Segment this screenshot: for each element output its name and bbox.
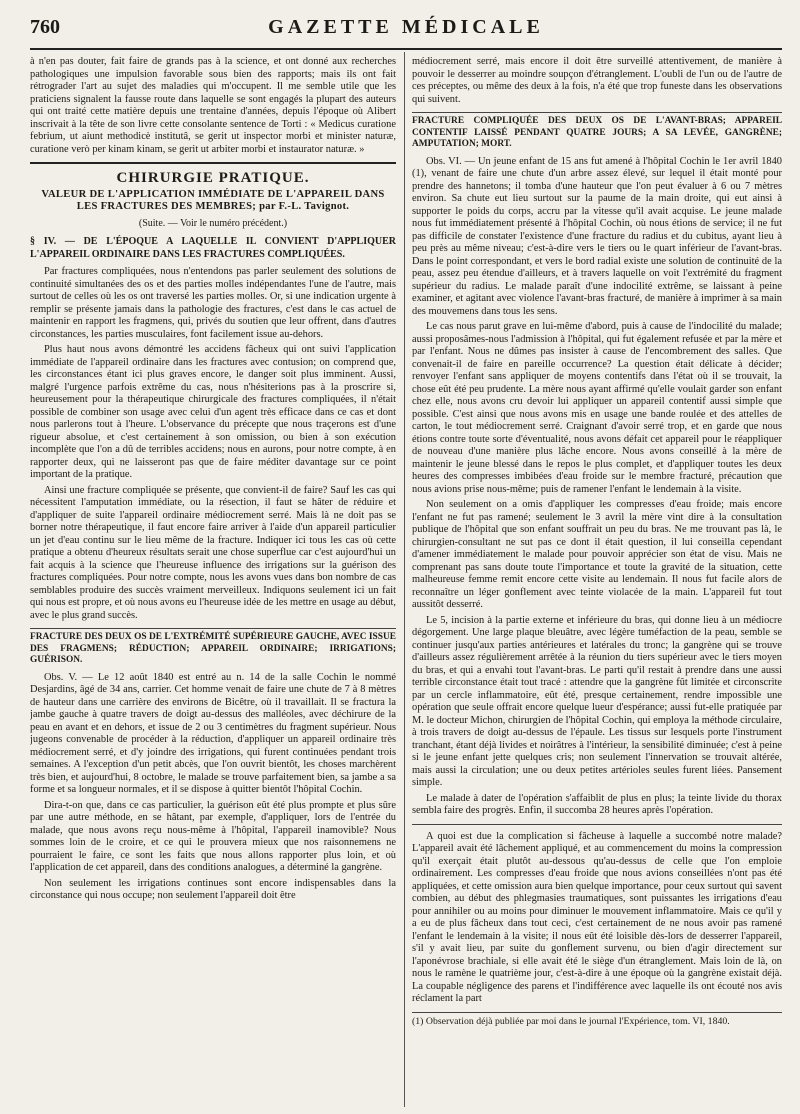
body-paragraph: Le malade à dater de l'opération s'affaiblit de plus en plus; la teinte livide du thorax sembla faire des progrès. Enfin, il succomba 28 heures après l'opération. — [412, 792, 782, 816]
body-paragraph: Ainsi une fracture compliquée se présente, que convient-il de faire? Sauf les cas qui nécessitent l'amputation immédiate, ou la résection, il faut se hâter de réduire et d'appliquer de suite l'appareil ordinaire médiocrement serré. Mais là ne doit pas se borner notre thérapeutique, il faut encore faire arriver à l'aide d'un appareil particulier un jet d'eau continu sur le lieu même de la fracture. Indiquer ici tous les cas où cette pratique a obtenu d'heureux résultats serait une chose superflue car c'est aujourd'hui un fait acquis à la science que l'heureuse influence des irrigations sur la guérison des fractures compliquées. Pour notre compte, nous les avons vues dans bon nombre de cas semblables produire des succès vraiment merveilleux. Indiquons seulement ici un fait qui nous est propre, et où nous avons eu l'heureuse idée de les mettre en usage au début, avec le plus grand succès. — [30, 484, 396, 621]
body-paragraph: A quoi est due la complication si fâcheuse à laquelle a succombé notre malade? L'appareil avait été lâchement appliqué, et au commencement du moins la compression qu'il exerçait était plutôt au-dessous qu'au-dessus de celle que l'on emploie ordinairement. Les compresses d'eau froide que nous avions conseillées n'ont pas été appliquées, et cette omission aura bien quelque importance, pour ceux surtout qui savent combien, au début des phlegmasies traumatiques, sont puissantes les irrigations d'eau pour annihiler ou au moins pour diminuer le mouvement inflammatoire. Mais ce qu'il y a eu de plus fâcheux dans tout ceci, c'est certainement de ne nous avoir pas ramené l'enfant le lendemain à la visite; il nous eût été loisible dès-lors de desserrer l'appareil, s'il y avait lieu, par suite du gonflement survenu, ou bien d'agir directement sur l'aponévrose brachiale, si elle avait été le siège d'un étranglement. Mais loin de là, on nous le ramène le quatrième jour, c'est-à-dire à une époque où la gangrène existait déjà. La coupable négligence des parens et l'indifférence avec laquelle ils ont écouté nos avis réclament la part — [412, 830, 782, 1004]
section-title: CHIRURGIE PRATIQUE. — [30, 162, 396, 185]
page-number: 760 — [30, 16, 60, 38]
page-header — [30, 14, 782, 44]
footnote: (1) Observation déjà publiée par moi dans le journal l'Expérience, tom. VI, 1840. — [412, 1012, 782, 1028]
journal-title: GAZETTE MÉDICALE — [268, 16, 544, 38]
body-paragraph: Par fractures compliquées, nous n'entendons pas parler seulement des solutions de continuité simultanées des os et des parties molles indépendantes l'une de l'autre, mais surtout de celles où les os ont traversé les parties molles. Or, si une indication urgente à remplir se présente jamais dans la pathologie des fractures, c'est dans le cas actuel de maintenir en rapport les fragmens, qui, privés du soutien que leur offrent, dans d'autres circonstances, les parties musculaires, font facilement issue au-dehors. — [30, 266, 396, 340]
continued-paragraph: médiocrement serré, mais encore il doit être surveillé attentivement, de manière à pouvoir le desserrer au moindre soupçon d'étranglement. L'oubli de l'un ou de l'autre de ces préceptes, ou même des deux à la fois, n'a été que trop funeste dans les observations qui suivent. — [412, 56, 782, 105]
column-divider — [404, 52, 405, 1107]
observation-paragraph: Obs. VI. — Un jeune enfant de 15 ans fut amené à l'hôpital Cochin le 1er avril 1840 (1), venant de faire une chute d'un arbre assez élevé, sur lequel il était monté pour prendre des hannetons; il tomba d'une hauteur que l'on peut évaluer à 6 ou 7 mètres environ. Sa chute eut lieu surtout sur la paume de la main droite, qui eut ainsi à supporter le poids du corps, accru par la vitesse qu'il avait acquise. Le jeune malade nous fut immédiatement présenté à l'hôpital Cochin, où nous étions de service; il ne fut pas difficile de constater l'existence d'une fracture du radius et du cubitus, ayant lieu à peu près au même niveau; c'est-à-dire vers le tiers ou le quart inférieur de l'avant-bras. Dans le point correspondant, et vers le bord radial existe une solution de continuité de la peau, assez peu étendue d'ailleurs, et à travers laquelle on voit l'extrémité du fragment supérieur du radius. Le malade paraît d'une indocilité extrême, se laissant à peine examiner, et agitant avec violence l'avant-bras fracturé, de manière à imprimer à sa main des mouvemens dans tous les sens. — [412, 155, 782, 317]
body-paragraph: Dira-t-on que, dans ce cas particulier, la guérison eût été plus prompte et plus sûre par une autre méthode, en se hâtant, par exemple, d'appliquer, lors de l'entrée du malade, que nous avons reçu nous-même à l'hôpital, l'appareil inamovible? Nous sommes loin de le croire, et ce qui le prouvera mieux que nos raisonnemens ne pourraient le faire, ce sont les faits que nous allons rapporter plus loin, et où l'application de cet appareil, dans des conditions analogues, a déterminé la gangrène. — [30, 799, 396, 873]
intro-paragraph: à n'en pas douter, fait faire de grands pas à la science, et ont donné aux recherches pathologiques une impulsion favorable sous bien des rapports; mais ils ont fait rétrograder l'art au sujet des maladies qui m'occupent. Il me semble utile que les praticiens signalent la fausse route dans laquelle se sont engagés la plupart des auteurs qui ont traité cette matière depuis une trentaine d'années, depuis l'époque où Alibert inscrivait à la tête de son livre cette consolante sentence de Torti : « Medicus curatione febrium, ut aiunt methodicè institutâ, se gerit ut inspector morbi et minister naturæ, curatione verò per kinam kinam, se gerit ut arbiter morbi et instaurator naturæ. » — [30, 56, 396, 155]
body-paragraph: Non seulement les irrigations continues sont encore indispensables dans la circonstance qui nous occupe; non seulement l'appareil doit être — [30, 877, 396, 901]
observation-paragraph: Obs. V. — Le 12 août 1840 est entré au n. 14 de la salle Cochin le nommé Desjardins, âgé de 34 ans, carrier. Cet homme venait de faire une chute de 7 à 8 mètres de hauteur dans une carrière des environs de Bicêtre, où il travaillait. Il se fractura la jambe gauche à quatre travers de doigt au-dessus des malléoles, avec déchirure de la peau en avant et en dehors, et issue de 2 ou 3 centimètres du fragment supérieur. Nous jugeons convenable de procéder à la réduction, d'appliquer un appareil ordinaire très médiocrement serré, et d'y joindre des irrigations, qui furent continuées pendant trois semaines. A l'exception d'un petit abcès, que l'on ouvrit bientôt, les choses marchèrent très bien, et aujourd'hui, 8 octobre, le malade se trouve parfaitement bien, sa jambe a sa forme et sa longueur normales, et il se dispose à quitter bientôt l'hôpital Cochin. — [30, 671, 396, 795]
case-heading: FRACTURE COMPLIQUÉE DES DEUX OS DE L'AVANT-BRAS; APPAREIL CONTENTIF LAISSÉ PENDANT QUATRE JOURS; A SA LEVÉE, GANGRÈNE; AMPUTATION; MORT. — [412, 112, 782, 151]
header-rule — [30, 48, 782, 50]
body-paragraph: Plus haut nous avons démontré les accidens fâcheux qui ont suivi l'application immédiate de l'appareil ordinaire dans les fractures avec contusion; on comprend que, les circonstances étant ici plus graves encore, le danger soit plus imminent. Aussi, malgré l'urgence parfois extrême du cas, nous n'hésiterions pas à la proscrire si, heureusement pour la thérapeutique chirurgicale des fractures compliquées, il n'était possible de combiner son usage avec celui d'un agent très efficace dans ce cas et dont nous parlerons tout à l'heure. L'observance du précepte que nous traçerons est d'une rigueur absolue, et c'est certainement à son omission, ou bien à son exécution incomplète que l'on a dû de terribles accidens; nous en aurons, pour notre compte, à en rapporter deux, qui ne laisseront pas que de faire méditer davantage sur ce point important de la pratique. — [30, 344, 396, 480]
case-heading: FRACTURE DES DEUX OS DE L'EXTRÉMITÉ SUPÉRIEURE GAUCHE, AVEC ISSUE DES FRAGMENS; RÉDUCTION; APPAREIL ORDINAIRE; IRRIGATIONS; GUÉRISON. — [30, 628, 396, 667]
separator-rule — [412, 824, 782, 825]
article-title: VALEUR DE L'APPLICATION IMMÉDIATE DE L'APPAREIL DANS LES FRACTURES DES MEMBRES; par F.-L. Tavignot. — [41, 188, 385, 212]
continuation-note: (Suite. — Voir le numéro précédent.) — [138, 217, 288, 229]
body-paragraph: Non seulement on a omis d'appliquer les compresses d'eau froide; mais encore l'enfant ne fut pas ramené; seulement le 3 avril la mère vint dire à la consultation publique de l'hôpital que son enfant souffrait un peu du bras. Ne me trouvant pas là, le chirurgien-consultant ne sut pas ce dont il était question, il lui conseilla cependant d'amener immédiatement le malade pour pouvoir apprécier son état de visu. Mais ne comprenant pas sans doute toute l'importance et toute la gravité de la situation, cette malheureuse femme remit encore cette visite au lendemain. Il nous fut facile alors de reconnaître un léger gonflement avec teinte violacée de la main. L'appareil fut tout aussitôt desserré. — [412, 499, 782, 610]
body-paragraph: Le 5, incision à la partie externe et inférieure du bras, qui donne lieu à un médiocre dégorgement. Une large plaque bleuâtre, avec légère tuméfaction de la peau, semble se continuer jusqu'aux parties antérieures et latérales du tronc; la gangrène qui se trouve d'ailleurs assez régulièrement arrêtée à la réunion du tiers supérieur avec le tiers moyen du bras, et qui a envahi tout l'avant-bras. Le parti qu'il restait à prendre dans une aussi terrible circonstance était tout tracé : attendre que la gangrène fût limitée et circonscrite par un cercle inflammatoire, eût été, presque certainement, rendre impossible une opération que seule offrait encore quelque lueur d'espérance; aussi fut-elle pratiquée par M. le docteur Michon, chirurgien de l'hôpital Cochin, qui employa la méthode circulaire, à trois travers de doigt au-dessus de l'épaule. Les tissus sur lesquels porte l'instrument tranchant, étant déjà livides et noirâtres à l'intérieur, la sensibilité diminuée; c'est à peine si le jeune enfant jette quelques cris; non seulement l'innervation se trouvait altérée, mais aussi la circulation; une ou deux petites artérioles seules furent liées. Pansement simple. — [412, 614, 782, 788]
body-paragraph: Le cas nous parut grave en lui-même d'abord, puis à cause de l'indocilité du malade; aussi proposâmes-nous l'admission à l'hôpital, qui fut également refusée et par la mère et par l'enfant. Nous ne dûmes pas insister à cause de l'encombrement des salles. Que convenait-il de faire en pareille occurrence? La question était délicate à décider; renvoyer l'enfant sans appliquer de moyens contentifs dans l'état où il se trouvait, la chose eût été peu prudente. La mère nous ayant affirmé qu'elle voulait garder son enfant chez elle, nous avons cru devoir lui appliquer un appareil contentif aussi simple que possible. C'est ainsi que nous avons mis en usage une bande roulée et des attelles de carton, le tout médiocrement serré. Craignant d'avoir serré trop, et en garde que nous étions contre toute sorte d'éventualité, nous avons défait cet appareil pour le réappliquer de nouveau d'une manière plus lâche encore. Nous avons conseillé à la mère de maintenir le jeune blessé dans le repos le plus complet, et d'appliquer toutes les deux heures des compresses imbibées d'eau froide sur le membre fracturé, précaution que nous avions prise nous-même; puis de ramener l'enfant le lendemain à la visite. — [412, 321, 782, 495]
paragraph-heading: § IV. — DE L'ÉPOQUE A LAQUELLE IL CONVIENT D'APPLIQUER L'APPAREIL ORDINAIRE DANS LES FRACTURES COMPLIQUÉES. — [30, 236, 396, 260]
left-column — [30, 56, 396, 1106]
right-column — [412, 56, 782, 1106]
